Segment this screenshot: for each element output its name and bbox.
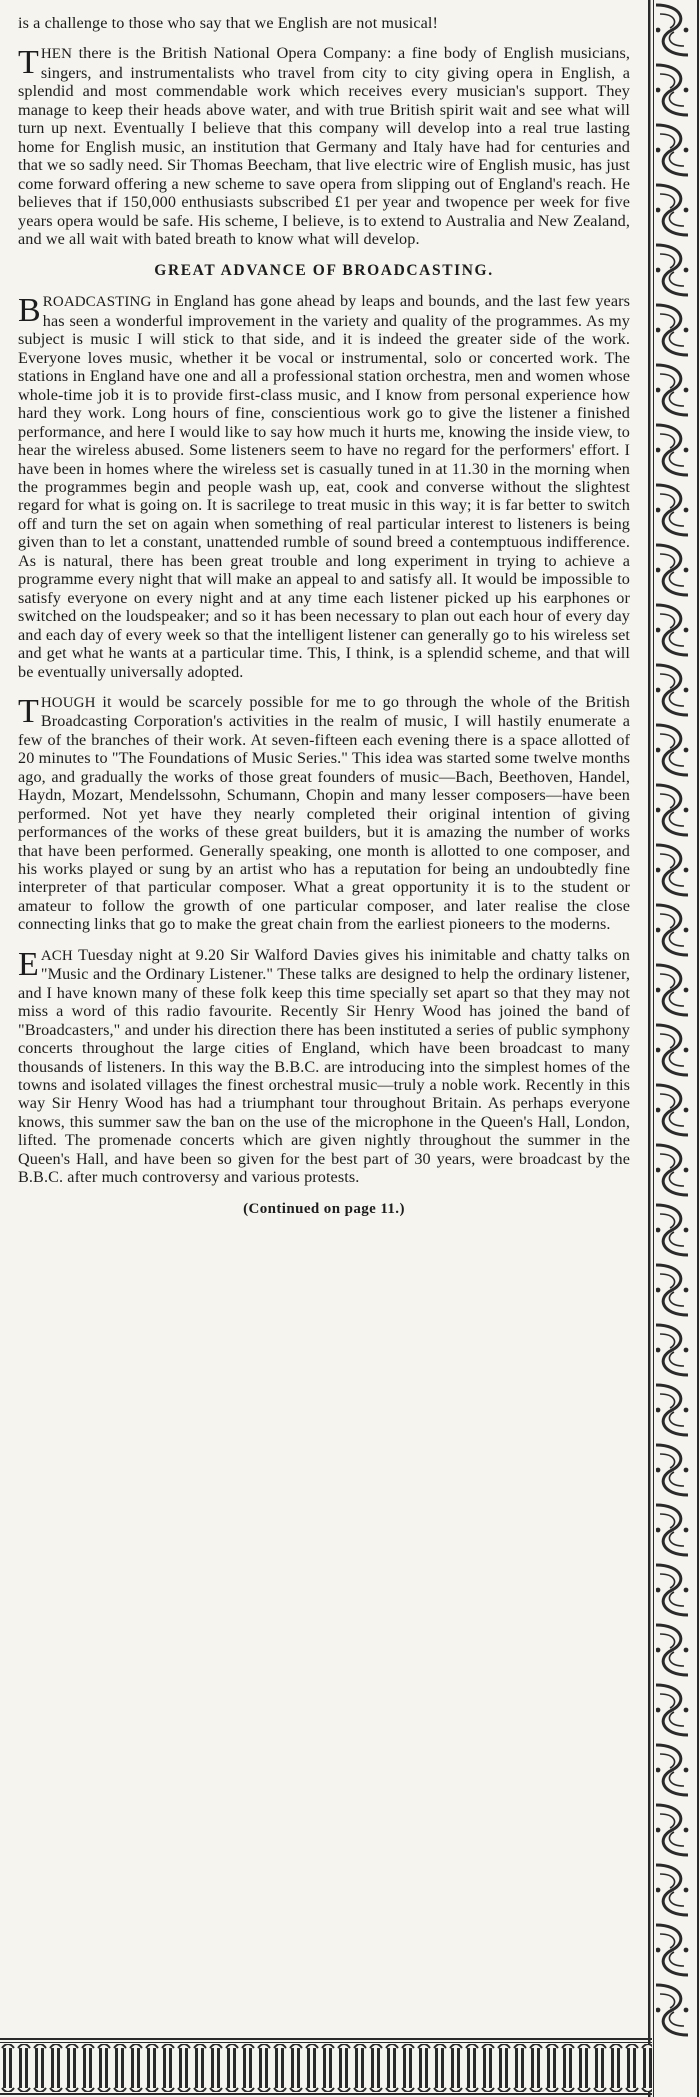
section-heading: GREAT ADVANCE OF BROADCASTING. <box>154 262 494 280</box>
continued-note: (Continued on page 11.) <box>243 1200 405 1217</box>
ornamental-border-bottom <box>0 2038 652 2097</box>
broadcasting-text: in England has gone ahead by leaps and bounds, and the last few years has seen a wonderful improvement in the variety and quality of the programmes. As my subject is music I will stick to that side, and it is indeed the greater side of the work. Everyone loves music, whether it be vocal or instrumental, solo or concerted work. The stations in England have one and all a professional station orchestra, men and women whose whole-time job it is to provide first-class music, and I know from personal experience how hard they work. Long hours of fine, conscientious work go to give the listener a finished performance, and here I would like to say how much it hurts me, knowing the inside view, to hear the wireless abused. Some listeners seem to have no regard for the performers' effort. I have been in homes where the wireless set is casually tuned in at 11.30 in the morning when the programmes begin and people wash up, eat, cook and converse without the slightest regard for what is going on. It is sacrilege to treat music in this way; it is far better to switch off and turn the set on again when something of real particular interest to listeners is being given than to let a constant, unattended rumble of sound breed a contemptuous indifference. As is natural, there has been great trouble and long experiment in trying to achieve a programme every night that will make an appeal to and satisfy all. It would be impossible to satisfy everyone on every night and at any time each listener picked up his earphones or switched on the loudspeaker; and so it has been necessary to plan out each hour of every day and each day of every week so that the intelligent listener can generally go to his wireless set and get what he wants at a particular time. This, I think, is a splendid scheme, and that will be eventually universally adopted. <box>18 292 630 681</box>
opera-lead: HEN <box>40 46 73 63</box>
intro-paragraph: is a challenge to those who say that we English are not musical! <box>18 14 438 32</box>
broadcasting-lead: ROADCASTING <box>42 294 152 311</box>
broadcasting-dropcap: B <box>18 292 41 330</box>
though-lead: HOUGH <box>40 694 96 711</box>
ornamental-border-right <box>644 0 700 2097</box>
opera-paragraph <box>18 44 630 248</box>
tuesday-lead: ACH <box>40 947 73 964</box>
tuesday-dropcap: E <box>18 945 39 983</box>
opera-text: there is the British National Opera Company: a fine body of English musicians, singers, and instrumentalists who travel from city to city giving opera in English, a splendid and most commendable work which receives every musician's support. They manage to keep their heads above water, and with true British spirit wait and see what will turn up next. Eventually I believe that this company will develop into a real true lasting home for English music, an institution that Germany and Italy have had for centuries and that we so sadly need. Sir Thomas Beecham, that live electric wire of English music, has just come forward offering a new scheme to save opera from slipping out of England's reach. He believes that if 150,000 enthusiasts subscribed £1 per year and twopence per week for five years opera would be safe. His scheme, I believe, is to extend to Australia and New Zealand, and we all wait with bated breath to know what will develop. <box>18 44 630 248</box>
though-text: it would be scarcely possible for me to go through the whole of the British Broadcasting Corporation's activities in the realm of music, I will hastily enumerate a few of the branches of their work. At seven-fifteen each evening there is a space allotted of 20 minutes to "The Foundations of Music Series." This idea was started some twelve months ago, and gradually the works of those great founders of music—Bach, Beethoven, Handel, Haydn, Mozart, Mendelssohn, Schumann, Chopin and many lesser composers—have been performed. Not yet have they nearly completed their original intention of giving performances of the works of these great builders, but it is amazing the number of works that have been performed. Generally speaking, one month is allotted to one composer, and his works played or sung by an artist who has a reputation for being an undoubtedly fine interpreter of that particular composer. What a great opportunity it is to the student or amateur to follow the growth of one particular composer, and later realise the close connecting links that go to make the great chain from the earliest pioneers to the moderns. <box>18 692 630 934</box>
opera-dropcap: T <box>18 44 39 82</box>
though-paragraph <box>18 693 630 934</box>
though-dropcap: T <box>18 692 39 730</box>
article-column <box>18 14 630 2024</box>
tuesday-paragraph <box>18 946 630 1187</box>
broadcasting-paragraph <box>18 292 630 681</box>
tuesday-text: Tuesday night at 9.20 Sir Walford Davies gives his inimitable and chatty talks on "Music and the Ordinary Listener." These talks are designed to help the ordinary listener, and I have known many of these folk keep this time specially set apart so that they may not miss a word of this radio favourite. Recently Sir Henry Wood has joined the band of "Broadcasters," and under his direction there has been instituted a series of public symphony concerts throughout the large cities of England, which have been broadcast to many thousands of listeners. In this way the B.B.C. are introducing into the simplest homes of the towns and isolated villages the finest orchestral music—truly a noble work. Recently in this way Sir Henry Wood has had a triumphant tour throughout Britain. As perhaps everyone knows, this summer saw the ban on the use of the microphone in the Queen's Hall, London, lifted. The promenade concerts which are given nightly throughout the summer in the Queen's Hall, and have been so given for the best part of 30 years, were broadcast by the B.B.C. after much controversy and various protests. <box>18 945 630 1187</box>
